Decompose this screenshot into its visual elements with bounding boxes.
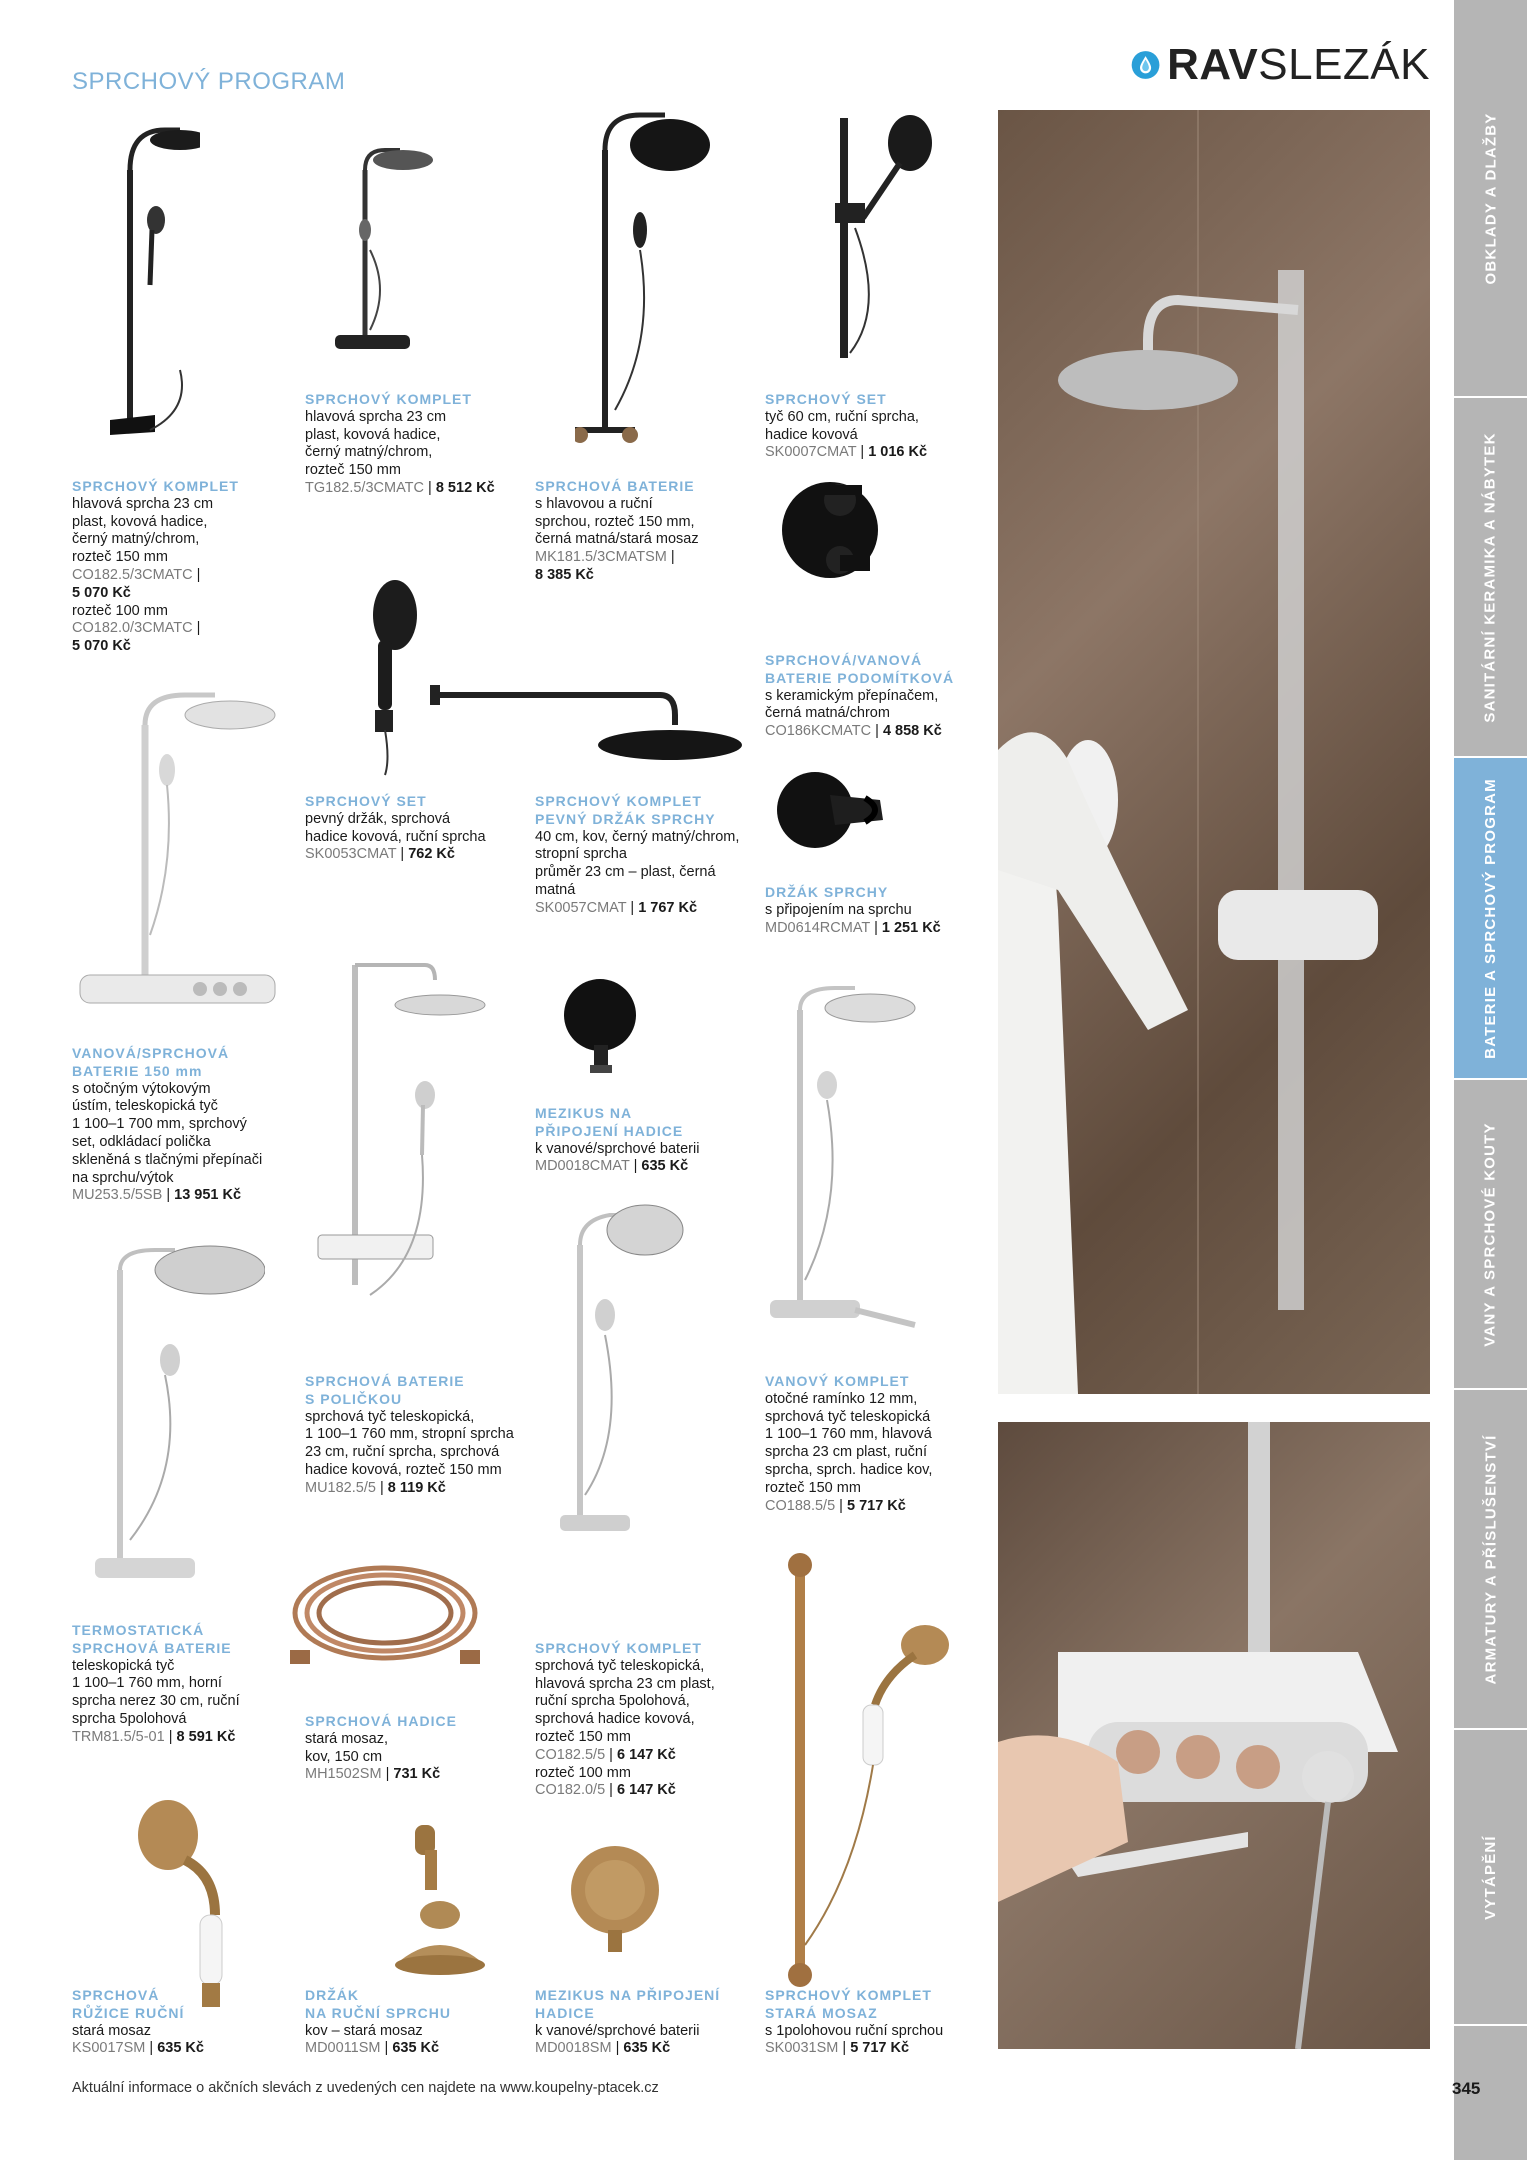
product-desc: sprchová tyč teleskopická: [765, 1408, 931, 1425]
product-price: 635 Kč: [157, 2040, 204, 2057]
product-desc: sprchou, rozteč 150 mm,: [535, 513, 695, 530]
shower-column-shelf-icon: [310, 955, 490, 1355]
product-desc: kov, 150 cm: [305, 1748, 383, 1765]
product-desc: stropní sprcha: [535, 846, 627, 863]
product-desc: sprcha, sprch. hadice kov,: [765, 1461, 933, 1478]
product-desc: černá matná/chrom: [765, 705, 890, 722]
product-title: SPRCHOVÁ: [72, 1987, 160, 2003]
product-title: PŘIPOJENÍ HADICE: [535, 1122, 684, 1139]
product-p9: DRŽÁK SPRCHY s připojením na sprchu MD0614RCMAT | 1 251 Kč: [765, 884, 941, 936]
product-price: 4 858 Kč: [882, 723, 942, 740]
product-desc: rozteč 100 mm: [72, 602, 168, 619]
water-drop-icon: [1130, 37, 1161, 93]
product-desc: 1 100–1 760 mm, stropní sprcha: [305, 1426, 514, 1443]
product-title: VANOVÝ KOMPLET: [765, 1373, 910, 1389]
product-code: CO182.5/5: [535, 1746, 606, 1763]
product-price: 5 070 Kč: [72, 584, 131, 601]
brass-shower-rail-set-icon: [775, 1545, 960, 1995]
brand-logo: [1130, 30, 1430, 100]
product-price: 1 251 Kč: [881, 919, 941, 936]
product-price: 8 512 Kč: [435, 479, 495, 496]
product-price: 1 767 Kč: [638, 899, 698, 916]
product-desc: 1 100–1 700 mm, sprchový: [72, 1116, 247, 1133]
product-desc: rozteč 150 mm: [765, 1479, 861, 1496]
product-price: 5 717 Kč: [846, 1497, 906, 1514]
product-code: MU253.5/5SB: [72, 1187, 163, 1204]
product-code: MD0018CMAT: [535, 1158, 630, 1175]
product-desc: s 1polohovou ruční sprchou: [765, 2022, 944, 2039]
product-title: HADICE: [535, 2004, 595, 2021]
lifestyle-photo-shower: [998, 110, 1430, 1394]
product-title: MEZIKUS NA: [535, 1105, 633, 1121]
hose-outlet-icon: [560, 975, 650, 1085]
product-title: SPRCHOVÝ KOMPLET: [765, 1987, 932, 2003]
product-desc: hlavová sprcha 23 cm: [305, 408, 447, 425]
product-price: 762 Kč: [408, 846, 455, 863]
product-p15: SPRCHOVÝ KOMPLET sprchová tyč teleskopická, hlavová sprcha 23 cm plast, ruční sprcha 5polohová, sprchová hadice kovová, rozteč 150 mm CO182.5/5 | 6 147 Kč rozteč 100 mm CO182.0/5 | 6 147 Kč: [535, 1640, 715, 1799]
product-title: S POLIČKOU: [305, 1390, 403, 1407]
product-desc: hadice kovová, rozteč 150 mm: [305, 1461, 502, 1478]
product-p8: SPRCHOVÝ KOMPLET PEVNÝ DRŽÁK SPRCHY 40 cm, kov, černý matný/chrom, stropní sprcha průměr 23 cm – plast, černá matná SK0057CMAT | 1 767 Kč: [535, 793, 740, 916]
product-desc: průměr 23 cm – plast, černá: [535, 864, 716, 881]
product-price: 8 385 Kč: [535, 566, 594, 583]
product-code: CO186KCMATC: [765, 723, 872, 740]
product-code: MD0614RCMAT: [765, 919, 871, 936]
product-p10: MEZIKUS NA PŘIPOJENÍ HADICE k vanové/sprchové baterii MD0018CMAT | 635 Kč: [535, 1105, 700, 1175]
page-title: SPRCHOVÝ PROGRAM: [72, 68, 346, 95]
product-price: 5 717 Kč: [850, 2040, 910, 2057]
product-desc: stará mosaz,: [305, 1730, 388, 1747]
brand-name: RAVSLEZÁK: [1167, 40, 1430, 89]
product-code: CO182.0/3CMATC: [72, 620, 193, 637]
concealed-mixer-icon: [780, 455, 900, 605]
product-code: CO188.5/5: [765, 1497, 836, 1514]
category-sidebar: [1454, 0, 1527, 2160]
product-desc: hlavová sprcha 23 cm: [72, 495, 214, 512]
product-desc: rozteč 100 mm: [535, 1764, 631, 1781]
chrome-shower-column-icon: [555, 1195, 695, 1545]
product-desc: ruční sprcha 5polohová,: [535, 1693, 690, 1710]
product-p13: TERMOSTATICKÁ SPRCHOVÁ BATERIE teleskopická tyč 1 100–1 760 mm, horní sprcha nerez 30 cm, ruční sprcha 5polohová TRM81.5/5-01 | 8 591 Kč: [72, 1622, 240, 1745]
product-price: 6 147 Kč: [616, 1782, 676, 1799]
page-number: 345: [1452, 2079, 1481, 2098]
product-desc: skleněná s tlačnými přepínači: [72, 1151, 263, 1168]
product-desc: matná: [535, 881, 576, 898]
product-price: 5 070 Kč: [72, 638, 131, 655]
product-desc: sprcha nerez 30 cm, ruční: [72, 1693, 240, 1710]
bath-shower-column-icon: [765, 980, 925, 1355]
brass-hose-outlet-icon: [560, 1840, 670, 1960]
product-desc: 40 cm, kov, černý matný/chrom,: [535, 828, 740, 845]
product-title: SPRCHOVÁ HADICE: [305, 1713, 457, 1729]
wall-arm-rain-shower-icon: [430, 680, 745, 770]
product-p17: DRŽÁK NA RUČNÍ SPRCHU kov – stará mosaz MD0011SM | 635 Kč: [305, 1987, 451, 2057]
product-price: 13 951 Kč: [174, 1187, 242, 1204]
product-title: DRŽÁK: [305, 1987, 359, 2003]
product-p1: SPRCHOVÝ KOMPLET hlavová sprcha 23 cm plast, kovová hadice, černý matný/chrom, rozteč 150 mm CO182.5/3CMATC | 5 070 Kč rozteč 100 mm CO182.0/3CMATC | 5 070 Kč: [72, 478, 239, 655]
hand-shower-icon: [350, 570, 430, 780]
product-title: SPRCHOVÁ BATERIE: [305, 1373, 465, 1389]
product-desc: sprchová hadice kovová,: [535, 1711, 695, 1728]
product-price: 635 Kč: [641, 1158, 689, 1175]
product-p18: MEZIKUS NA PŘIPOJENÍ HADICE k vanové/sprchové baterii MD0018SM | 635 Kč: [535, 1987, 721, 2057]
product-desc: sprchová tyč teleskopická,: [305, 1408, 475, 1425]
product-price: 731 Kč: [393, 1766, 441, 1783]
product-price: 8 119 Kč: [387, 1479, 446, 1496]
product-title: VANOVÁ/SPRCHOVÁ: [72, 1045, 230, 1061]
sidebar-tab-vytapeni[interactable]: VYTÁPĚNÍ: [1454, 1730, 1527, 2026]
product-code: TRM81.5/5-01: [72, 1728, 165, 1745]
product-desc: plast, kovová hadice,: [305, 426, 441, 443]
shower-holder-icon: [775, 760, 895, 870]
product-desc: teleskopická tyč: [72, 1657, 175, 1674]
sidebar-tab-baterie[interactable]: BATERIE A SPRCHOVÝ PROGRAM: [1454, 758, 1527, 1080]
product-desc: s otočným výtokovým: [72, 1080, 211, 1097]
product-desc: 23 cm, ruční sprcha, sprchová: [305, 1444, 500, 1461]
shower-hose-icon: [285, 1555, 485, 1680]
product-price: 1 016 Kč: [868, 444, 928, 461]
product-title: NA RUČNÍ SPRCHU: [305, 2004, 451, 2021]
product-title: SPRCHOVÁ/VANOVÁ: [765, 652, 923, 668]
product-desc: hlavová sprcha 23 cm plast,: [535, 1675, 715, 1692]
footer-note: Aktuální informace o akčních slevách z uvedených cen najdete na www.koupelny-ptacek.cz: [72, 2080, 659, 2096]
product-p2: SPRCHOVÝ KOMPLET hlavová sprcha 23 cm plast, kovová hadice, černý matný/chrom, rozteč 150 mm TG182.5/3CMATC | 8 512 Kč: [305, 391, 495, 496]
product-code: MH1502SM: [305, 1766, 382, 1783]
brass-hand-shower-icon: [130, 1795, 250, 2015]
product-price: 635 Kč: [623, 2040, 671, 2057]
product-title: SPRCHOVÝ KOMPLET: [535, 1640, 702, 1656]
product-p19: SPRCHOVÝ KOMPLET STARÁ MOSAZ s 1polohovou ruční sprchou SK0031SM | 5 717 Kč: [765, 1987, 944, 2057]
brass-shower-holder-icon: [395, 1815, 495, 1995]
product-desc: hadice kovová: [765, 426, 858, 443]
product-p5: SPRCHOVÁ/VANOVÁ BATERIE PODOMÍTKOVÁ s keramickým přepínačem, černá matná/chrom CO186KCMATC | 4 858 Kč: [765, 652, 955, 740]
product-title: SPRCHOVÝ KOMPLET: [535, 793, 702, 809]
product-code: SK0007CMAT: [765, 444, 857, 461]
product-code: SK0031SM: [765, 2040, 839, 2057]
product-desc: stará mosaz: [72, 2022, 151, 2039]
product-desc: 1 100–1 760 mm, hlavová: [765, 1426, 932, 1443]
product-desc: pevný držák, sprchová: [305, 810, 451, 827]
product-title: SPRCHOVÝ KOMPLET: [305, 391, 472, 407]
product-desc: ústím, teleskopická tyč: [72, 1098, 218, 1115]
lifestyle-photo-shelf-mixer: [998, 1422, 1430, 2049]
shower-rail-set-icon: [825, 108, 935, 368]
product-title: SPRCHOVÝ SET: [765, 391, 887, 407]
product-title: PEVNÝ DRŽÁK SPRCHY: [535, 810, 716, 827]
product-desc: tyč 60 cm, ruční sprcha,: [765, 408, 919, 425]
product-code: MK181.5/3CMATSM: [535, 549, 667, 566]
black-shower-column-icon: [90, 110, 200, 480]
product-desc: s keramickým přepínačem,: [765, 687, 939, 704]
product-desc: k vanové/sprchové baterii: [535, 2022, 700, 2039]
product-desc: plast, kovová hadice,: [72, 513, 208, 530]
sidebar-tab-armatury[interactable]: ARMATURY A PŘÍSLUŠENSTVÍ: [1454, 1390, 1527, 1730]
product-p16: SPRCHOVÁ RŮŽICE RUČNÍ stará mosaz KS0017SM | 635 Kč: [72, 1987, 204, 2057]
bath-shower-column-shelf-icon: [75, 685, 290, 1015]
thermostatic-shower-column-icon: [325, 140, 435, 380]
product-price: 6 147 Kč: [616, 1746, 676, 1763]
product-title: RŮŽICE RUČNÍ: [72, 2004, 185, 2021]
product-code: KS0017SM: [72, 2040, 146, 2057]
product-desc: set, odkládací polička: [72, 1133, 211, 1150]
product-title: SPRCHOVÁ BATERIE: [535, 478, 695, 494]
product-desc: 1 100–1 760 mm, horní: [72, 1675, 222, 1692]
product-p11: SPRCHOVÁ BATERIE S POLIČKOU sprchová tyč teleskopická, 1 100–1 760 mm, stropní sprcha 23 cm, ruční sprcha, sprchová hadice kovová, rozteč 150 mm MU182.5/5 | 8 119 Kč: [305, 1373, 514, 1496]
product-p14: SPRCHOVÁ HADICE stará mosaz, kov, 150 cm MH1502SM | 731 Kč: [305, 1713, 457, 1783]
product-code: MU182.5/5: [305, 1479, 376, 1496]
product-title: MEZIKUS NA PŘIPOJENÍ: [535, 1987, 721, 2003]
product-p3: SPRCHOVÁ BATERIE s hlavovou a ruční sprchou, rozteč 150 mm, černá matná/stará mosaz MK181.5/3CMATSM | 8 385 Kč: [535, 478, 699, 583]
product-desc: černý matný/chrom,: [72, 531, 200, 548]
product-desc: sprcha 5polohová: [72, 1710, 187, 1727]
product-title: BATERIE PODOMÍTKOVÁ: [765, 669, 955, 686]
product-title: BATERIE 150 mm: [72, 1062, 203, 1079]
product-desc: otočné ramínko 12 mm,: [765, 1390, 918, 1407]
product-p6: VANOVÁ/SPRCHOVÁ BATERIE 150 mm s otočným výtokovým ústím, teleskopická tyč 1 100–1 700 mm, sprchový set, odkládací polička skleněná s tlačnými přepínači na sprchu/výtok MU253.5/5SB | 13 951 Kč: [72, 1045, 263, 1204]
product-title: SPRCHOVÁ BATERIE: [72, 1639, 232, 1656]
product-desc: sprchová tyč teleskopická,: [535, 1657, 705, 1674]
product-code: SK0053CMAT: [305, 846, 397, 863]
product-desc: rozteč 150 mm: [535, 1728, 631, 1745]
product-desc: rozteč 150 mm: [72, 549, 168, 566]
product-desc: s připojením na sprchu: [765, 901, 912, 918]
product-code: TG182.5/3CMATC: [305, 479, 424, 496]
product-desc: na sprchu/výtok: [72, 1169, 174, 1186]
product-title: SPRCHOVÝ KOMPLET: [72, 478, 239, 494]
product-desc: sprcha 23 cm plast, ruční: [765, 1444, 927, 1461]
thermostatic-column-chrome-icon: [85, 1240, 265, 1590]
product-code: CO182.5/3CMATC: [72, 566, 193, 583]
sidebar-tab-sanitarni[interactable]: SANITÁRNÍ KERAMIKA A NÁBYTEK: [1454, 398, 1527, 758]
sidebar-tab-obklady[interactable]: OBKLADY A DLAŽBY: [1454, 0, 1527, 398]
product-p12: VANOVÝ KOMPLET otočné ramínko 12 mm, sprchová tyč teleskopická 1 100–1 760 mm, hlavová sprcha 23 cm plast, ruční sprcha, sprch. hadice kov, rozteč 150 mm CO188.5/5 | 5 717 Kč: [765, 1373, 933, 1514]
product-code: CO182.0/5: [535, 1782, 606, 1799]
product-title: SPRCHOVÝ SET: [305, 793, 427, 809]
sidebar-tab-vany[interactable]: VANY A SPRCHOVÉ KOUTY: [1454, 1080, 1527, 1390]
product-desc: kov – stará mosaz: [305, 2022, 423, 2039]
retro-shower-column-icon: [575, 110, 715, 480]
product-title: TERMOSTATICKÁ: [72, 1622, 205, 1638]
product-desc: hadice kovová, ruční sprcha: [305, 828, 486, 845]
product-code: MD0018SM: [535, 2040, 612, 2057]
product-desc: černá matná/stará mosaz: [535, 531, 699, 548]
product-desc: k vanové/sprchové baterii: [535, 1140, 700, 1157]
product-code: SK0057CMAT: [535, 899, 627, 916]
product-p4: SPRCHOVÝ SET tyč 60 cm, ruční sprcha, hadice kovová SK0007CMAT | 1 016 Kč: [765, 391, 928, 461]
product-code: MD0011SM: [305, 2040, 381, 2057]
product-desc: rozteč 150 mm: [305, 462, 401, 479]
product-title: STARÁ MOSAZ: [765, 2004, 878, 2021]
product-price: 635 Kč: [392, 2040, 440, 2057]
product-p7: SPRCHOVÝ SET pevný držák, sprchová hadice kovová, ruční sprcha SK0053CMAT | 762 Kč: [305, 793, 486, 863]
product-desc: černý matný/chrom,: [305, 444, 433, 461]
product-desc: s hlavovou a ruční: [535, 495, 653, 512]
product-price: 8 591 Kč: [176, 1728, 236, 1745]
product-title: DRŽÁK SPRCHY: [765, 884, 889, 900]
